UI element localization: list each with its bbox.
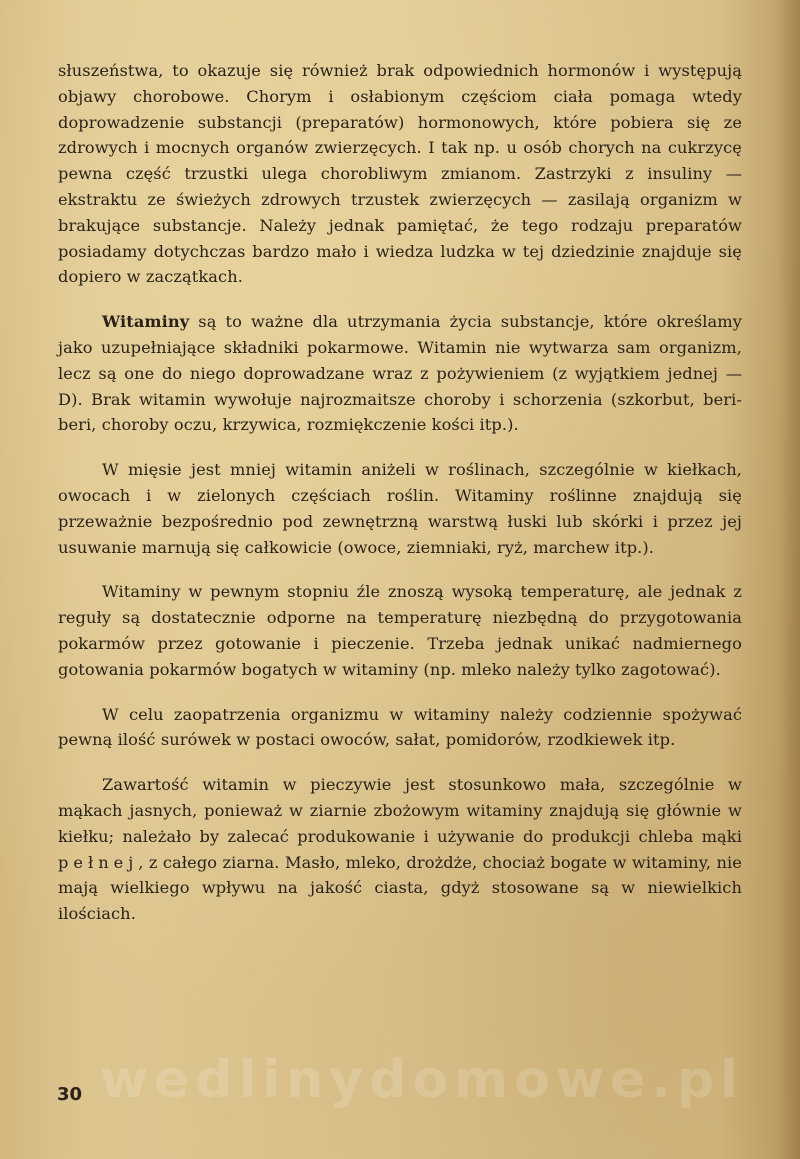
body-text bbox=[58, 58, 742, 946]
paragraph-vitamins-definition bbox=[58, 309, 742, 438]
paragraph-vitamins-definition-text: są to ważne dla utrzymania życia substancje, które określamy jako uzupełniające składniki pokarmowe. Witamin nie wytwarza sam organizm, lecz są one do niego doprowadzane wraz z pożywieniem (z wyjątkiem jednej — D). Brak witamin wywołuje najrozmaitsze choroby i schorzenia (szkorbut, beri-beri, choroby oczu, krzywica, rozmiękczenie kości itp.). bbox=[58, 312, 742, 435]
paragraph-vitamins-bread-b: , z całego ziarna. Masło, mleko, drożdże, chociaż bogate w witaminy, nie mają wielkiego wpływu na jakość ciasta, gdyż stosowane są w niewielkich ilościach. bbox=[58, 852, 742, 924]
term-witaminy: Witaminy bbox=[102, 312, 190, 332]
paragraph-vitamins-supply: W celu zaopatrzenia organizmu w witaminy należy codziennie spożywać pewną ilość surówek w postaci owoców, sałat, pomidorów, rzodkiewek itp. bbox=[58, 704, 742, 750]
term-pelnej: pełnej bbox=[58, 852, 139, 872]
watermark: wedlinydomowe.pl bbox=[100, 1050, 745, 1110]
paragraph-vitamins-temperature: Witaminy w pewnym stopniu źle znoszą wysoką temperaturę, ale jednak z reguły są dostatecznie odporne na temperaturę niezbędną do przygotowania pokarmów przez gotowanie i pieczenie. Trzeba jednak unikać nadmiernego gotowania pokarmów bogatych w witaminy (np. mleko należy tylko zagotować). bbox=[58, 582, 742, 679]
paragraph-vitamins-in-meat: W mięsie jest mniej witamin aniżeli w roślinach, szczególnie w kiełkach, owocach i w zielonych częściach roślin. Witaminy roślinne znajdują się przeważnie bezpośrednio pod zewnętrzną warstwą łuski lub skórki i przez jej usuwanie marnują się całkowicie (owoce, ziemniaki, ryż, marchew itp.). bbox=[58, 460, 742, 557]
paragraph-vitamins-bread bbox=[58, 772, 742, 927]
paragraph-vitamins-bread-a: Zawartość witamin w pieczywie jest stosunkowo mała, szczególnie w mąkach jasnych, ponieważ w ziarnie zbożowym witaminy znajdują się głównie w kiełku; należało by zalecać produkowanie i używanie do produkcji chleba mąki bbox=[58, 775, 742, 846]
paragraph-hormones: słuszeństwa, to okazuje się również brak odpowiednich hormonów i występują objawy chorobowe. Chorym i osłabionym częściom ciała pomaga wtedy doprowadzenie substancji (preparatów) hormonowych, które pobiera się ze zdrowych i mocnych organów zwierzęcych. I tak np. u osób chorych na cukrzycę pewna część trzustki ulega chorobliwym zmianom. Zastrzyki z insuliny — ekstraktu ze świeżych zdrowych trzustek zwierzęcych — zasilają organizm w brakujące substancje. Należy jednak pamiętać, że tego rodzaju preparatów posiadamy dotychczas bardzo mało i wiedza ludzka w tej dziedzinie znajduje się dopiero w zaczątkach. bbox=[58, 61, 742, 287]
page-number: 30 bbox=[57, 1084, 83, 1105]
page-edge-shadow bbox=[778, 0, 800, 1159]
